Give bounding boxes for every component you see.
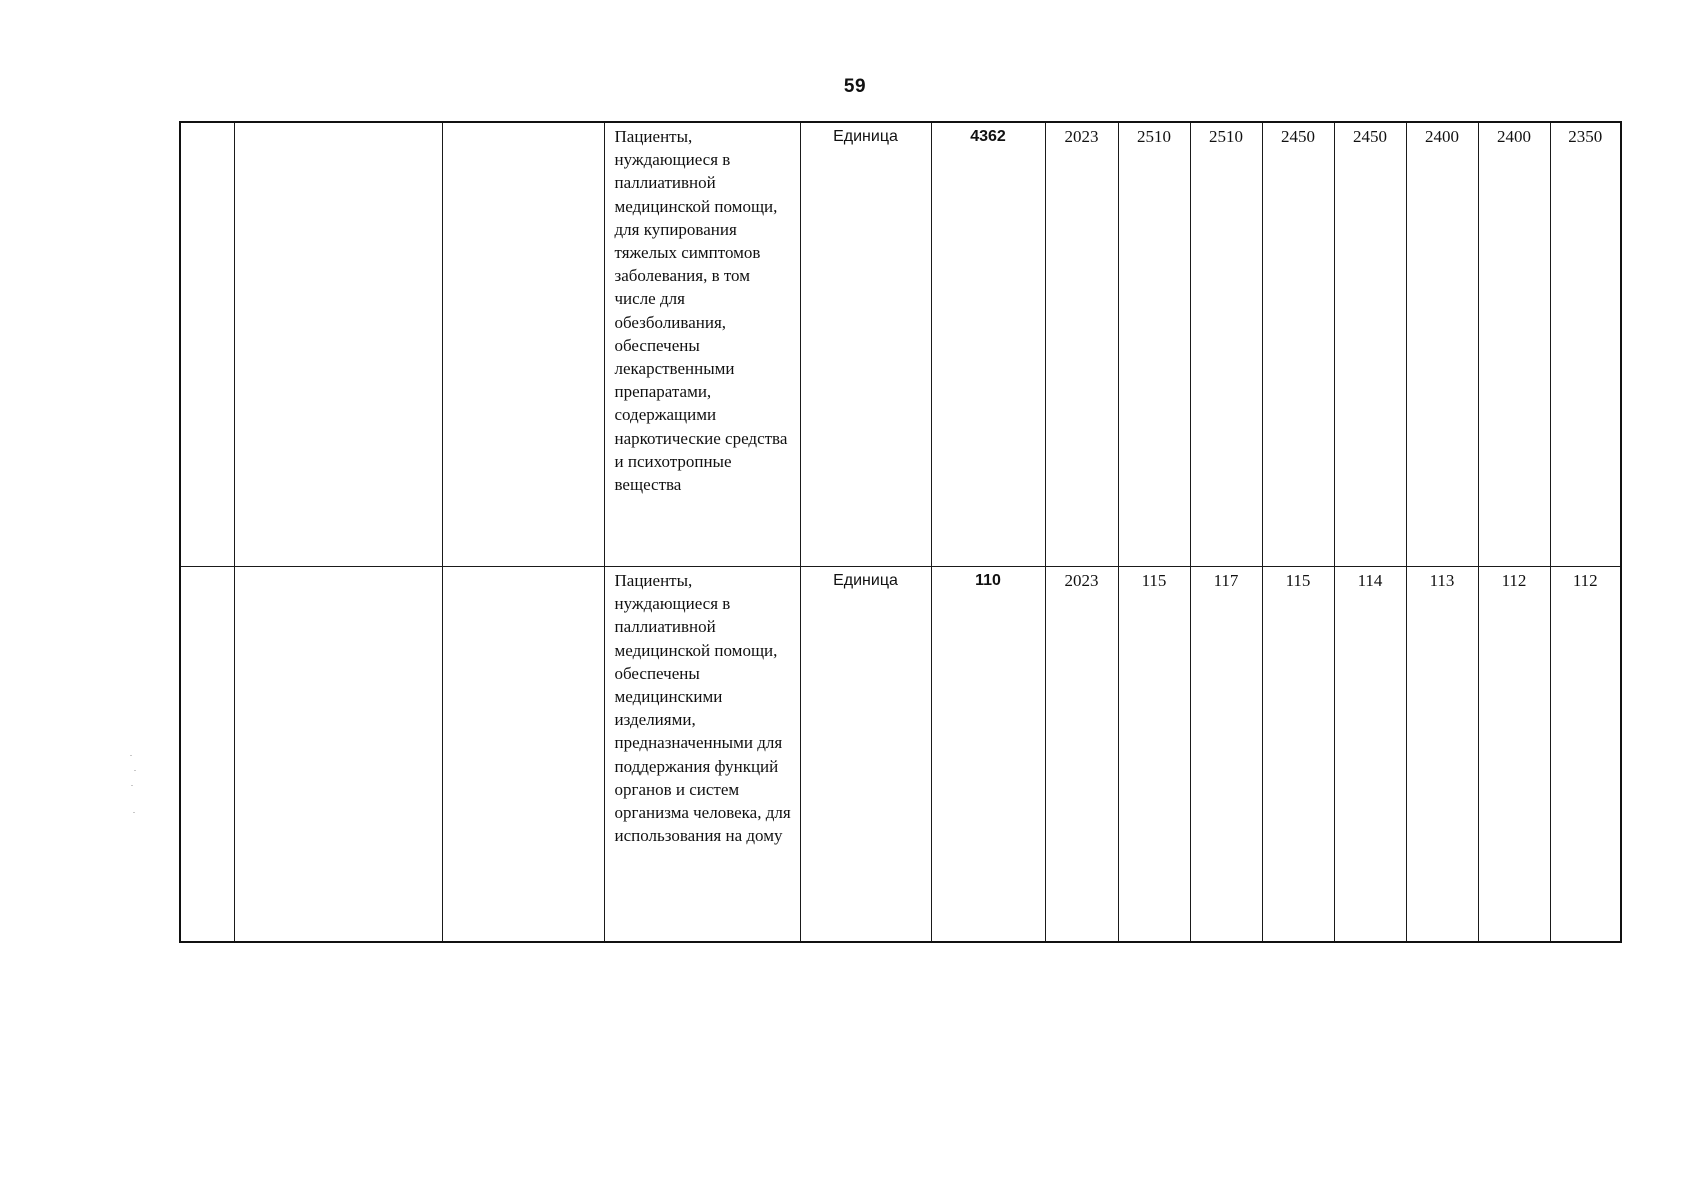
base-year-cell: 2023 — [1045, 122, 1118, 567]
indicators-table — [179, 121, 1622, 943]
table-row — [180, 122, 1621, 567]
year-value-cell: 2510 — [1190, 122, 1262, 567]
project-cell-empty — [234, 567, 442, 943]
base-value-cell: 110 — [931, 567, 1045, 943]
scan-speck — [134, 770, 136, 771]
scan-speck — [130, 755, 132, 756]
page-number: 59 — [843, 76, 867, 97]
year-value-cell: 2350 — [1550, 122, 1621, 567]
year-value-cell: 115 — [1118, 567, 1190, 943]
year-value-cell: 117 — [1190, 567, 1262, 943]
number-cell-empty — [180, 122, 234, 567]
year-value-cell: 113 — [1406, 567, 1478, 943]
goal-cell-empty — [442, 122, 604, 567]
unit-cell: Единица — [800, 122, 931, 567]
table-row — [180, 567, 1621, 943]
base-value-cell: 4362 — [931, 122, 1045, 567]
year-value-cell: 112 — [1478, 567, 1550, 943]
year-value-cell: 2400 — [1406, 122, 1478, 567]
base-year-cell: 2023 — [1045, 567, 1118, 943]
year-value-cell: 2400 — [1478, 122, 1550, 567]
year-value-cell: 112 — [1550, 567, 1621, 943]
year-value-cell: 114 — [1334, 567, 1406, 943]
unit-cell: Единица — [800, 567, 931, 943]
scan-speck — [131, 785, 133, 786]
number-cell-empty — [180, 567, 234, 943]
indicator-name: Пациенты, нуждающиеся в паллиативной медицинской помощи, для купирования тяжелых симптомов заболевания, в том числе для обезболивания, обеспечены лекарственными препаратами, содержащими наркотические средства и психотропные вещества — [604, 122, 800, 567]
year-value-cell: 2450 — [1262, 122, 1334, 567]
year-value-cell: 115 — [1262, 567, 1334, 943]
indicator-name: Пациенты, нуждающиеся в паллиативной медицинской помощи, обеспечены медицинскими изделиями, предназначенными для поддержания функций органов и систем организма человека, для использования на дому — [604, 567, 800, 943]
project-cell-empty — [234, 122, 442, 567]
goal-cell-empty — [442, 567, 604, 943]
year-value-cell: 2450 — [1334, 122, 1406, 567]
scan-speck — [133, 812, 135, 813]
year-value-cell: 2510 — [1118, 122, 1190, 567]
